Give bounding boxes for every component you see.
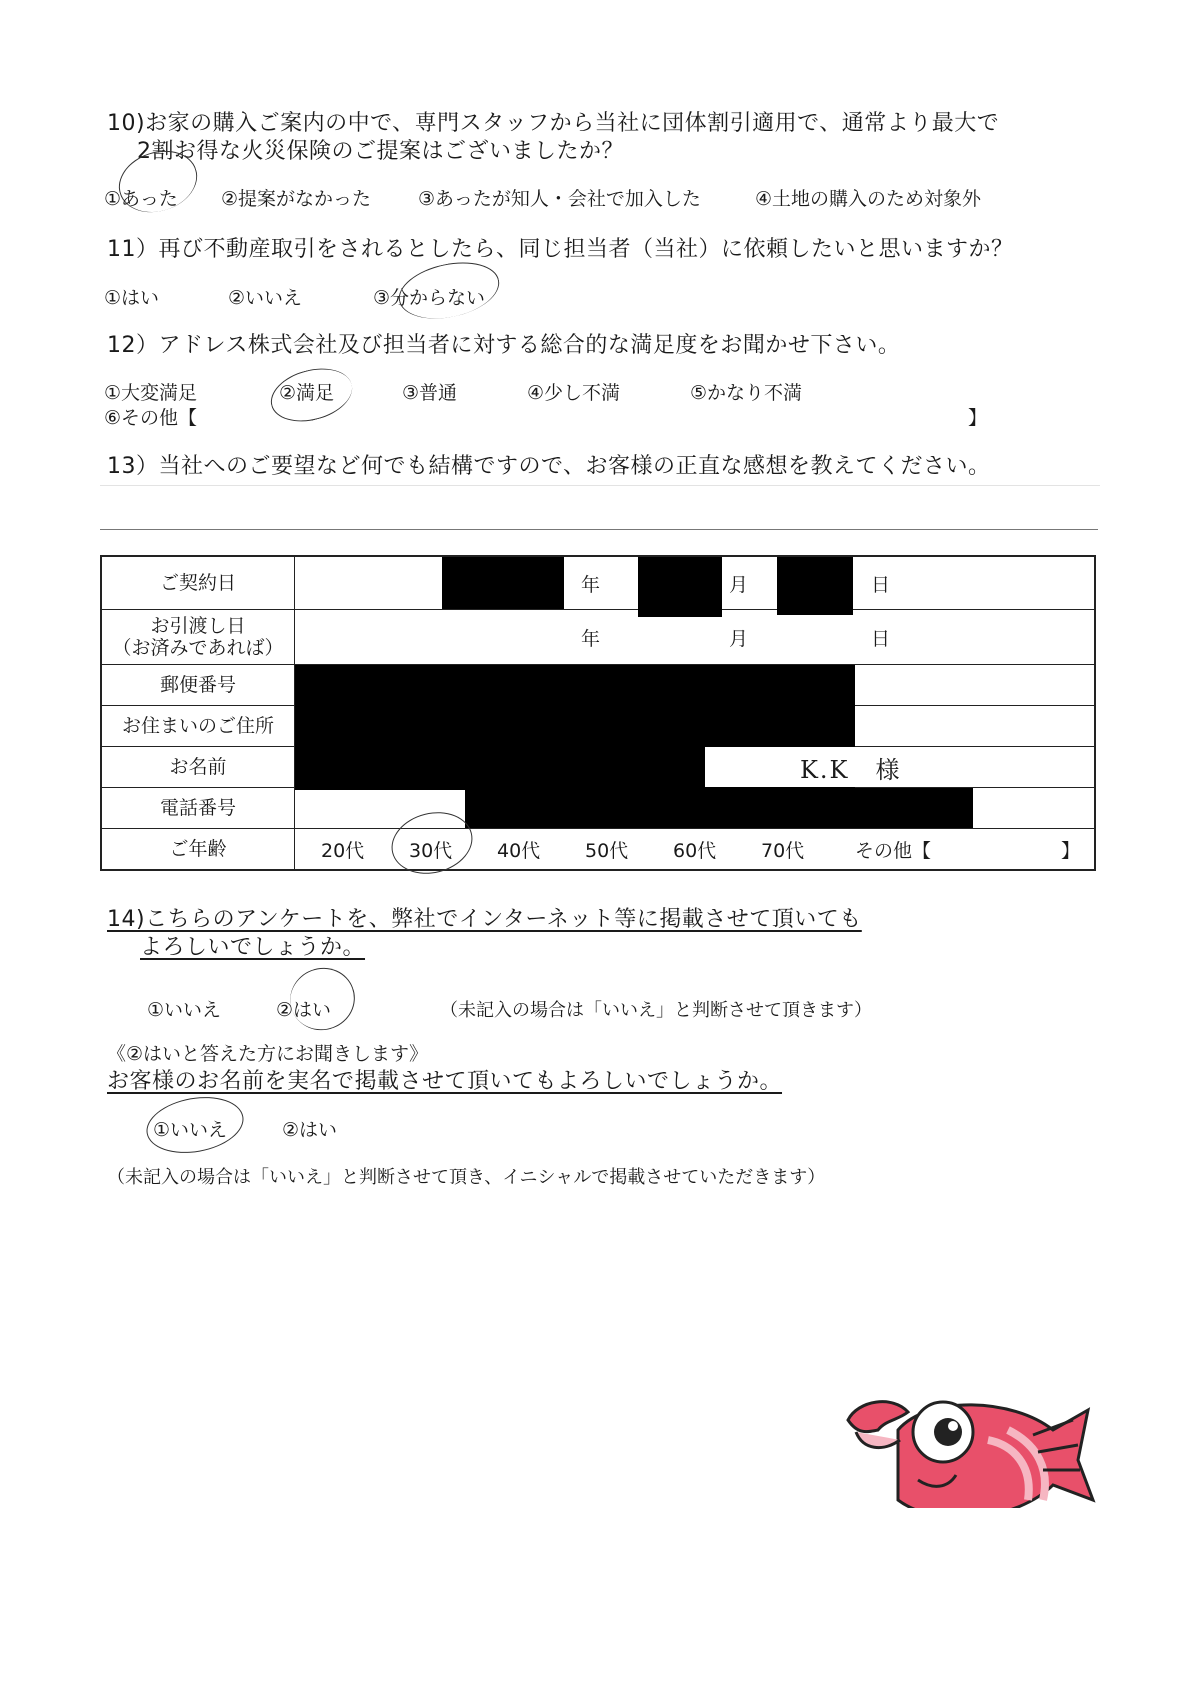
contract-month-unit: 月 xyxy=(729,573,749,596)
handover-month-unit: 月 xyxy=(729,627,749,650)
postal-code-label: 郵便番号 xyxy=(101,665,295,706)
redaction-block xyxy=(295,747,705,787)
age-option-30s[interactable]: 30代 xyxy=(409,839,453,862)
handover-date-value[interactable] xyxy=(295,610,1096,665)
followup-option-1[interactable]: ①いいえ xyxy=(153,1119,228,1141)
age-label: ご年齢 xyxy=(101,829,295,871)
handover-day-unit: 日 xyxy=(871,627,891,650)
q11-option-1[interactable]: ①はい xyxy=(104,287,160,309)
contract-day-unit: 日 xyxy=(871,573,891,596)
handover-date-label xyxy=(101,610,295,665)
q11-question: 11）再び不動産取引をされるとしたら、同じ担当者（当社）に依頼したいと思いますか？ xyxy=(107,237,1014,262)
age-option-50s[interactable]: 50代 xyxy=(585,839,629,862)
q12-option-4[interactable]: ④少し不満 xyxy=(527,382,621,404)
q11-option-2[interactable]: ②いいえ xyxy=(228,287,303,309)
age-option-40s[interactable]: 40代 xyxy=(497,839,541,862)
followup-option-2[interactable]: ②はい xyxy=(282,1119,338,1141)
q12-option-3[interactable]: ③普通 xyxy=(402,382,458,404)
q10-line2: 2割お得な火災保険のご提案はございましたか？ xyxy=(137,139,624,164)
name-label: お名前 xyxy=(101,747,295,788)
postal-code-value[interactable] xyxy=(295,665,1096,706)
address-value[interactable] xyxy=(295,706,1096,747)
q14-option-2[interactable]: ②はい xyxy=(276,999,332,1021)
q12-option-2[interactable]: ②満足 xyxy=(279,382,335,404)
age-option-other[interactable]: その他【 xyxy=(855,839,932,862)
q14-line1: 14)こちらのアンケートを、弊社でインターネット等に掲載させて頂いても xyxy=(107,907,862,932)
handover-label-sub: （お済みであれば） xyxy=(112,637,284,659)
handover-year-unit: 年 xyxy=(581,627,601,650)
followup-note: （未記入の場合は「いいえ」と判断させて頂き、イニシャルで掲載させていただきます） xyxy=(107,1167,826,1188)
address-label: お住まいのご住所 xyxy=(101,706,295,747)
name-value[interactable] xyxy=(295,747,1096,788)
phone-value[interactable] xyxy=(295,788,1096,829)
q14-line2: よろしいでしょうか。 xyxy=(140,935,366,960)
customer-info-table xyxy=(100,555,1096,871)
redaction-block xyxy=(638,557,722,617)
q11-option-3[interactable]: ③分からない xyxy=(373,287,486,309)
q12-question: 12）アドレス株式会社及び担当者に対する総合的な満足度をお聞かせ下さい。 xyxy=(107,333,901,358)
redaction-block xyxy=(442,557,564,609)
redaction-block xyxy=(465,788,973,828)
handover-label-main: お引渡し日 xyxy=(150,615,246,637)
contract-year-unit: 年 xyxy=(581,573,601,596)
q10-line1: 10)お家の購入ご案内の中で、専門スタッフから当社に団体割引適用で、通常より最大で xyxy=(107,111,1000,136)
age-other-close: 】 xyxy=(1061,839,1081,862)
q10-option-4[interactable]: ④土地の購入のため対象外 xyxy=(755,188,982,210)
q12-option-1[interactable]: ①大変満足 xyxy=(104,382,198,404)
contract-date-value[interactable] xyxy=(295,556,1096,610)
q10-option-2[interactable]: ②提案がなかった xyxy=(221,188,372,210)
q13-question: 13）当社へのご要望など何でも結構ですので、お客様の正直な感想を教えてください。 xyxy=(107,454,991,479)
q12-other-close: 】 xyxy=(968,407,988,429)
fish-mascot-icon xyxy=(838,1390,1098,1515)
q12-option-5[interactable]: ⑤かなり不満 xyxy=(690,382,803,404)
age-option-20s[interactable]: 20代 xyxy=(321,839,365,862)
faint-rule xyxy=(100,485,1100,486)
q10-option-3[interactable]: ③あったが知人・会社で加入した xyxy=(418,188,701,210)
contract-date-label: ご契約日 xyxy=(101,556,295,610)
q14-note: （未記入の場合は「いいえ」と判断させて頂きます） xyxy=(440,1000,872,1021)
age-option-60s[interactable]: 60代 xyxy=(673,839,717,862)
customer-name: K.K 様 xyxy=(705,747,1094,787)
comment-area-rule xyxy=(100,529,1098,530)
phone-label: 電話番号 xyxy=(101,788,295,829)
age-value[interactable] xyxy=(295,829,1096,871)
followup-question: お客様のお名前を実名で掲載させて頂いてもよろしいでしょうか。 xyxy=(107,1069,783,1094)
q10-option-1[interactable]: ①あった xyxy=(104,188,178,210)
q14-option-1[interactable]: ①いいえ xyxy=(147,999,222,1021)
followup-heading: 《②はいと答えた方にお聞きします》 xyxy=(107,1043,429,1065)
age-option-70s[interactable]: 70代 xyxy=(761,839,805,862)
redaction-block xyxy=(777,557,853,615)
q12-option-other[interactable]: ⑥その他【 xyxy=(104,407,198,429)
